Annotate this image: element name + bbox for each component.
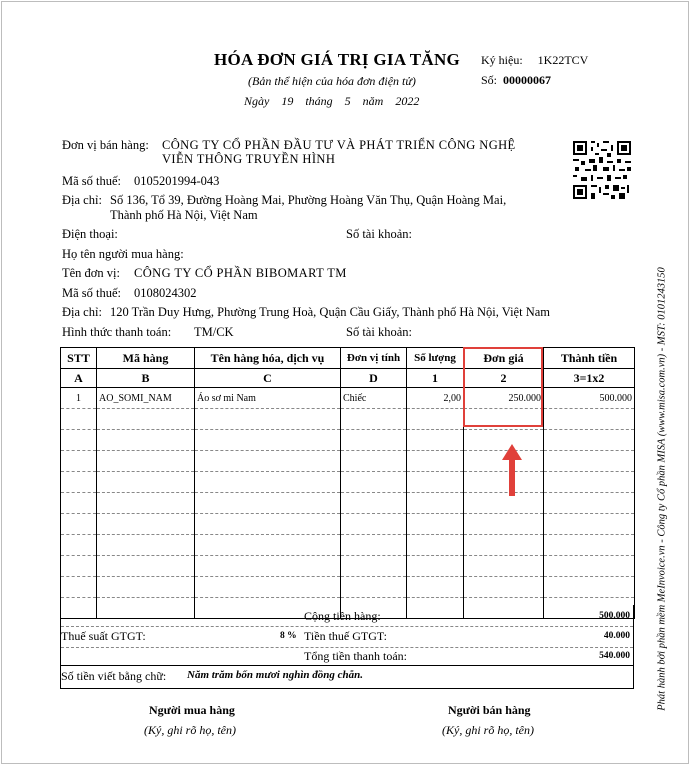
- amount-in-words-label: Số tiền viết bằng chữ:: [61, 669, 167, 683]
- table-row: [61, 535, 635, 556]
- buyer-unit-label: Tên đơn vị:: [62, 266, 120, 280]
- unit-price-highlight-box: [463, 347, 543, 427]
- col-header: Số lượng: [407, 348, 464, 369]
- grand-total-label: Tổng tiền thanh toán:: [304, 649, 407, 663]
- number-row: [481, 73, 551, 88]
- col-header: Thành tiền: [544, 348, 635, 369]
- seller-address-line2: Thành phố Hà Nội, Việt Nam: [110, 208, 258, 222]
- up-arrow-icon: [502, 444, 522, 500]
- buyer-address-label: Địa chỉ:: [62, 305, 102, 319]
- seller-signature-title: Người bán hàng: [448, 703, 531, 717]
- col-header: Tên hàng hóa, dịch vụ: [195, 348, 341, 369]
- col-letter: 3=1x2: [544, 369, 635, 388]
- row-unit: Chiếc: [341, 388, 407, 409]
- invoice-date: Ngày 19 tháng 5 năm 2022: [244, 94, 420, 108]
- col-header: Đơn vị tính: [341, 348, 407, 369]
- goods-total-value: 500.000: [599, 611, 630, 621]
- table-row: [61, 556, 635, 577]
- row-stt: 1: [61, 388, 97, 409]
- table-row: [61, 388, 635, 409]
- seller-name-line1: CÔNG TY CỔ PHẦN ĐẦU TƯ VÀ PHÁT TRIỂN CÔNG NGHỆ: [162, 138, 516, 152]
- row-name: Áo sơ mi Nam: [195, 388, 341, 409]
- seller-signature-note: (Ký, ghi rõ họ, tên): [442, 723, 534, 737]
- vat-rate-label: Thuế suất GTGT:: [61, 629, 146, 643]
- table-row: [61, 514, 635, 535]
- col-letter: C: [195, 369, 341, 388]
- buyer-tax-value: 0108024302: [134, 286, 197, 300]
- table-row: [61, 493, 635, 514]
- row-price: 250.000: [464, 388, 544, 409]
- table-row: [61, 430, 635, 451]
- row-amount: 500.000: [544, 388, 635, 409]
- amount-in-words-value: Năm trăm bốn mươi nghìn đồng chẵn.: [187, 669, 364, 681]
- seller-name-line2: VIỄN THÔNG TRUYỀN HÌNH: [162, 152, 336, 166]
- goods-total-label: Cộng tiền hàng:: [304, 609, 381, 623]
- col-letter: D: [341, 369, 407, 388]
- payment-method-label: Hình thức thanh toán:: [62, 325, 172, 339]
- qr-code-icon: [573, 141, 631, 199]
- vat-rate-value: 8 %: [280, 631, 297, 641]
- vat-amount-value: 40.000: [603, 631, 630, 641]
- buyer-signature-title: Người mua hàng: [149, 703, 235, 717]
- items-table: [60, 347, 635, 619]
- table-letter-row: [61, 369, 635, 388]
- col-letter: B: [97, 369, 195, 388]
- table-row: [61, 577, 635, 598]
- buyer-signature-note: (Ký, ghi rõ họ, tên): [144, 723, 236, 737]
- issuer-sidebar-text: Phát hành bởi phần mềm MeInvoice.vn - Công ty Cổ phần MISA (www.misa.com.vn) - MST: 0101243150: [656, 267, 668, 711]
- col-letter: A: [61, 369, 97, 388]
- col-letter: 1: [407, 369, 464, 388]
- symbol-value: 1K22TCV: [537, 53, 589, 67]
- symbol-row: [481, 53, 588, 68]
- invoice-subtitle: (Bản thể hiện của hóa đơn điện tử): [248, 74, 416, 88]
- seller-address-line1: Số 136, Tổ 39, Đường Hoàng Mai, Phường Hoàng Văn Thụ, Quận Hoàng Mai,: [110, 193, 507, 207]
- seller-account-label: Số tài khoản:: [346, 227, 412, 241]
- number-label: Số:: [481, 73, 498, 87]
- buyer-tax-label: Mã số thuế:: [62, 286, 122, 300]
- col-header: Mã hàng: [97, 348, 195, 369]
- seller-tax-value: 0105201994-043: [134, 174, 220, 188]
- seller-address-label: Địa chỉ:: [62, 193, 102, 207]
- payment-method-value: TM/CK: [194, 325, 234, 339]
- table-row: [61, 409, 635, 430]
- table-row: [61, 451, 635, 472]
- seller-phone-label: Điện thoại:: [62, 227, 118, 241]
- invoice-title: HÓA ĐƠN GIÁ TRỊ GIA TĂNG: [214, 50, 461, 69]
- buyer-account-label: Số tài khoản:: [346, 325, 412, 339]
- seller-name-label: Đơn vị bán hàng:: [62, 138, 149, 152]
- issuer-sidebar: [652, 244, 672, 734]
- buyer-address-value: 120 Trần Duy Hưng, Phường Trung Hoà, Quận Cầu Giấy, Thành phố Hà Nội, Việt Nam: [110, 305, 551, 319]
- col-letter: 2: [464, 369, 544, 388]
- vat-amount-label: Tiền thuế GTGT:: [304, 629, 387, 643]
- buyer-person-label: Họ tên người mua hàng:: [62, 247, 184, 261]
- grand-total-value: 540.000: [599, 651, 630, 661]
- col-header: Đơn giá: [464, 348, 544, 369]
- table-header-row: [61, 348, 635, 369]
- number-value: 00000067: [503, 73, 552, 87]
- table-row: [61, 472, 635, 493]
- row-qty: 2,00: [407, 388, 464, 409]
- col-header: STT: [61, 348, 97, 369]
- symbol-label: Ký hiệu:: [481, 53, 523, 67]
- buyer-unit-value: CÔNG TY CỔ PHẦN BIBOMART TM: [134, 266, 347, 280]
- summary-box: [60, 605, 634, 689]
- row-code: AO_SOMI_NAM: [97, 388, 195, 409]
- seller-tax-label: Mã số thuế:: [62, 174, 122, 188]
